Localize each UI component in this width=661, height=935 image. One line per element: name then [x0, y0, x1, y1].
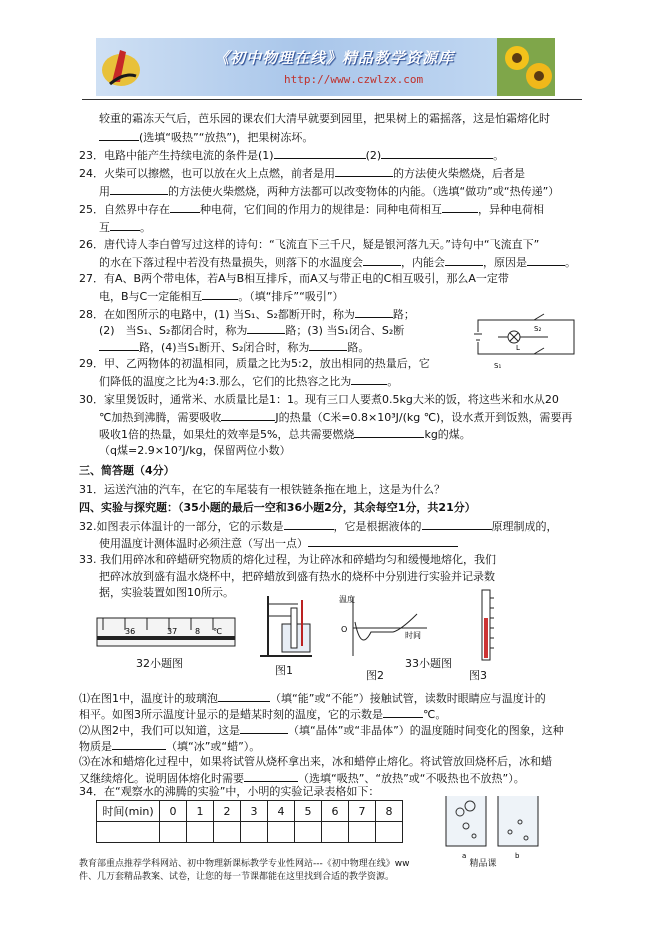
- thermo-tick: 37: [167, 627, 178, 636]
- figure-caption: 图1: [275, 664, 293, 677]
- table-row: [97, 822, 403, 843]
- figure-caption: 图3: [469, 669, 487, 682]
- question-33-part3: ⑶在冰和蜡熔化过程中，如果将试管从烧杯拿出来，冰和蜡停止熔化。将试管放回烧杯后，冰和蜡: [79, 755, 552, 768]
- question-25-cont: 互 。: [99, 221, 151, 234]
- switch-s1-label: S₁: [494, 362, 502, 370]
- figure-caption: 32小题图: [136, 657, 183, 670]
- text-line: (选填“吸热”“放热”)，把果树冻坏。: [99, 129, 313, 145]
- switch-s2-label: S₂: [534, 325, 542, 333]
- banner-url[interactable]: http://www.czwlzx.com: [284, 73, 424, 86]
- table-cell: 6: [322, 801, 349, 822]
- figure-caption: 33小题图: [405, 657, 452, 670]
- question-33-part1-cont: 相平。如图3所示温度计显示的是蜡某时刻的温度，它的示数是 ℃。: [79, 708, 447, 721]
- thermo-tick: 8: [195, 627, 201, 636]
- footer-line: 教育部重点推荐学科网站、初中物理新课标教学专业性网站---《初中物理在线》ww 精品课: [79, 859, 497, 869]
- question-33-part2-cont: 物质是 （填“冰”或“蜡”）。: [79, 740, 261, 753]
- question-28-cont: (2) 当S₁、S₂都闭合时，称为 路；(3) 当S₁闭合、S₂断: [99, 324, 405, 337]
- site-logo: [100, 42, 142, 92]
- question-32-cont: 使用温度计测体温时必须注意（写出一点）: [99, 535, 458, 551]
- question-27-cont: 电，B与C一定能相互 。（填“排斥”“吸引”）: [99, 290, 344, 303]
- apparatus-figure-1: [258, 590, 318, 660]
- question-28-cont: 路，(4)当S₁断开、S₂闭合时，称为 路。: [99, 339, 369, 355]
- question-23: 23．电路中能产生持续电流的条件是(1) (2) 。: [79, 149, 505, 162]
- question-27: 27．有A、B两个带电体，若A与B相互排斥，而A又与带正电的C相互吸引，那么A一定带: [79, 272, 509, 285]
- graph-y-label: 温度: [339, 595, 355, 604]
- section-3-heading: 三、简答题（4分）: [79, 464, 175, 477]
- table-row: [97, 801, 403, 822]
- question-30-cont: ℃加热到沸腾，需要吸收 J的热量（C米=0.8×10³J/(kg ℃)，设水煮开到饭熟，需要再: [99, 411, 573, 424]
- question-25: 25．自然界中存在 种电荷，它们间的作用力的规律是：同种电荷相互 ，异种电荷相: [79, 203, 544, 216]
- thermometer-figure-3: [474, 588, 498, 662]
- question-29-cont: 们降低的温度之比为4:3.那么，它们的比热容之比为 。: [99, 375, 399, 388]
- question-30-note: （q煤=2.9×10⁷J/kg，保留两位小数）: [99, 444, 291, 457]
- header-rule: [82, 99, 582, 100]
- header-banner: [96, 38, 555, 96]
- table-cell: 8: [376, 801, 403, 822]
- question-26: 26．唐代诗人李白曾写过这样的诗句：“飞流直下三千尺，疑是银河落九天。”诗句中“飞流直下”: [79, 238, 540, 251]
- question-33-cont: 把碎冰放到盛有温水烧杯中，把碎蜡放到盛有热水的烧杯中分别进行实验并记录数: [99, 570, 495, 583]
- clinical-thermometer-figure: [95, 600, 245, 652]
- question-33-part1: ⑴在图1中，温度计的玻璃泡 （填“能”或“不能”）接触试管，读数时眼睛应与温度计的: [79, 692, 546, 705]
- table-header-cell: 时间(min): [97, 801, 160, 822]
- question-24-cont: 用 的方法使火柴燃烧，两种方法都可以改变物体的内能。（选填“做功”或“热传递”）: [99, 185, 560, 198]
- figure-caption: 图2: [366, 669, 384, 682]
- table-cell: 3: [241, 801, 268, 822]
- circuit-diagram: [470, 310, 580, 372]
- question-31: 31．运送汽油的汽车，在它的车尾装有一根铁链条拖在地上，这是为什么？: [79, 483, 445, 496]
- beakers-figure: [440, 792, 550, 862]
- table-cell: 5: [295, 801, 322, 822]
- section-4-heading: 四、实验与探究题：（35小题的最后一空和36小题2分，其余每空1分，共21分）: [79, 501, 476, 514]
- footer-line: 件、几万套精品教案、试卷，让您的每一节课都能在这里找到合适的教学资源。: [79, 872, 395, 882]
- sunflower-image: [497, 38, 555, 96]
- thermo-tick: 36: [125, 627, 136, 636]
- table-cell: 1: [187, 801, 214, 822]
- beaker-a-label: a: [462, 852, 467, 860]
- question-30-cont: 吸收1倍的热量，如果灶的效率是5%，总共需要燃烧 kg的煤。: [99, 428, 471, 441]
- question-33-part3-cont: 又继续熔化。说明固体熔化时需要 （选填“吸热”、“放热”或“不吸热也不放热”）。: [79, 772, 525, 785]
- question-34: 34．在“观察水的沸腾的实验”中，小明的实验记录表格如下：: [79, 785, 380, 798]
- temperature-time-graph: [335, 592, 435, 662]
- question-33-part2: ⑵从图2中，我们可以知道，这是 （填“晶体”或“非晶体”）的温度随时间变化的图象，这种: [79, 724, 564, 737]
- question-33: 33. 我们用碎冰和碎蜡研究物质的熔化过程，为让碎冰和碎蜡均匀和缓慢地熔化，我们: [79, 553, 496, 566]
- question-28: 28．在如图所示的电路中，(1) 当S₁、S₂都断开时，称为 路；: [79, 308, 415, 321]
- boiling-record-table: [96, 800, 403, 843]
- question-29: 29．甲、乙两物体的初温相同，质量之比为5:2，放出相同的热量后，它: [79, 357, 430, 370]
- beaker-b-label: b: [515, 852, 520, 860]
- text-line: 较重的霜冻天气后，芭乐园的课农们大清早就要到园里，把果树上的霜摇落，这是怕霜熔化时: [99, 112, 550, 125]
- banner-title: 《初中物理在线》精品教学资源库: [214, 49, 455, 67]
- table-cell: 7: [349, 801, 376, 822]
- question-30: 30．家里煲饭时，通常米、水质量比是1：1。现有三口人要煮0.5kg大米的饭，将这些米和水从20: [79, 393, 559, 406]
- question-32: 32.如图表示体温计的一部分，它的示数是 ，它是根据液体的 原理制成的，: [79, 520, 558, 533]
- graph-origin-label: O: [341, 625, 348, 634]
- table-cell: 2: [214, 801, 241, 822]
- table-cell: 0: [160, 801, 187, 822]
- question-24: 24．火柴可以擦燃，也可以放在火上点燃，前者是用 的方法使火柴燃烧，后者是: [79, 167, 525, 180]
- thermo-tick: ℃: [213, 627, 222, 636]
- question-33-cont: 据，实验装置如图10所示。: [99, 586, 234, 599]
- graph-x-label: 时间: [405, 631, 421, 640]
- lamp-label: L: [516, 344, 520, 352]
- question-26-cont: 的水在下落过程中若没有热量损失，则落下的水温度会 ，内能会 ，原因是 。: [99, 256, 576, 269]
- table-cell: 4: [268, 801, 295, 822]
